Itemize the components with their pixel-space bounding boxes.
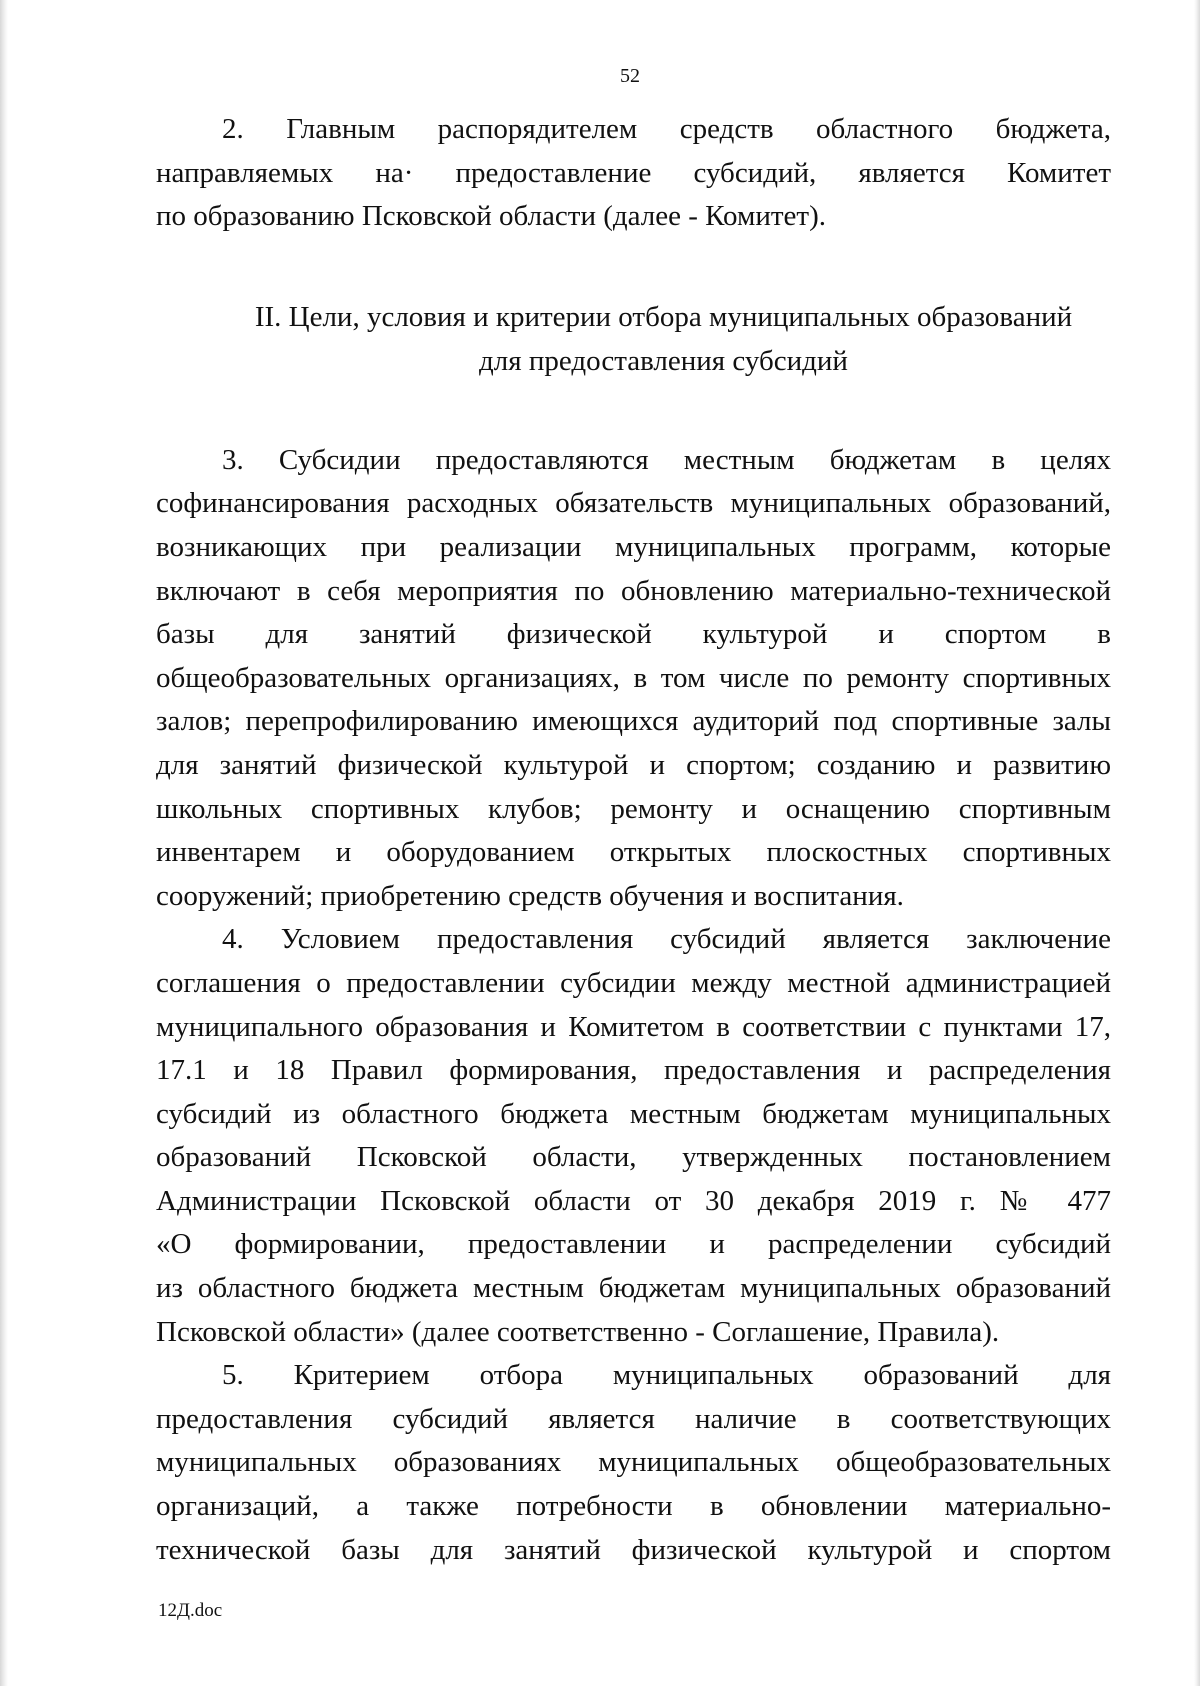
paragraph-line: по образованию Псковской области (далее - Комитет). xyxy=(156,200,826,233)
paragraph-line: возникающих при реализации муниципальных программ, которые xyxy=(156,530,1111,563)
paragraph-line: соглашения о предоставлении субсидии между местной администрацией xyxy=(156,966,1111,999)
paragraph-line: 5. Критерием отбора муниципальных образований для xyxy=(222,1359,1111,1392)
paragraph-line: инвентарем и оборудованием открытых плоскостных спортивных xyxy=(156,836,1111,869)
paragraph-line: из областного бюджета местным бюджетам муниципальных образований xyxy=(156,1272,1111,1305)
paragraph-line: образований Псковской области, утвержденных постановлением xyxy=(156,1141,1111,1174)
section-title-line-1: II. Цели, условия и критерии отбора муниципальных образований xyxy=(254,300,1073,333)
document-body xyxy=(156,108,1111,1572)
paragraph-line: залов; перепрофилированию имеющихся аудиторий под спортивные залы xyxy=(156,705,1111,738)
paragraph-line: включают в себя мероприятия по обновлению материально-технической xyxy=(156,574,1111,607)
paragraph-line: Псковской области» (далее соответственно - Соглашение, Правила). xyxy=(156,1315,1000,1348)
paragraph-line: муниципальных образованиях муниципальных общеобразовательных xyxy=(156,1446,1111,1479)
paragraph-line: школьных спортивных клубов; ремонту и оснащению спортивным xyxy=(156,792,1111,825)
paragraph-line: сооружений; приобретению средств обучения и воспитания. xyxy=(156,879,904,912)
paragraph-line: технической базы для занятий физической культурой и спортом xyxy=(156,1533,1111,1566)
paragraph-line: 17.1 и 18 Правил формирования, предоставления и распределения xyxy=(156,1054,1111,1087)
paragraph-line: 4. Условием предоставления субсидий является заключение xyxy=(222,923,1111,956)
paragraph-3 xyxy=(156,439,1111,919)
paragraph-line: 3. Субсидии предоставляются местным бюджетам в целях xyxy=(222,443,1111,476)
paragraph-line: для занятий физической культурой и спортом; созданию и развитию xyxy=(156,748,1111,781)
paragraph-line: организаций, а также потребности в обновлении материально- xyxy=(156,1490,1111,1523)
footer-filename: 12Д.doc xyxy=(158,1600,223,1621)
paragraph-line: предоставления субсидий является наличие в соответствующих xyxy=(156,1402,1111,1435)
paragraph-line: субсидий из областного бюджета местным бюджетам муниципальных xyxy=(156,1097,1111,1130)
paragraph-line: 2. Главным распорядителем средств областного бюджета, xyxy=(222,113,1111,145)
paragraph-line: общеобразовательных организациях, в том числе по ремонту спортивных xyxy=(156,661,1111,694)
page-number: 52 xyxy=(620,65,640,87)
paragraph-line: софинансирования расходных обязательств муниципальных образований, xyxy=(156,487,1111,520)
paragraph-line: «О формировании, предоставлении и распределении субсидий xyxy=(156,1228,1111,1261)
paragraph-2 xyxy=(156,108,1111,239)
paragraph-line: базы для занятий физической культурой и спортом в xyxy=(156,618,1111,651)
paragraph-line: Администрации Псковской области от 30 декабря 2019 г. № 477 xyxy=(156,1184,1111,1217)
paragraph-4 xyxy=(156,918,1111,1354)
paragraph-line: направляемых на· предоставление субсидий, является Комитет xyxy=(156,156,1111,189)
paragraph-5 xyxy=(156,1354,1111,1572)
scan-edge-right xyxy=(1194,0,1200,1686)
section-title xyxy=(156,295,1111,383)
paragraph-line: муниципального образования и Комитетом в соответствии с пунктами 17, xyxy=(156,1010,1111,1043)
section-title-line-2: для предоставления субсидий xyxy=(479,344,848,377)
scan-edge-left xyxy=(0,0,8,1686)
